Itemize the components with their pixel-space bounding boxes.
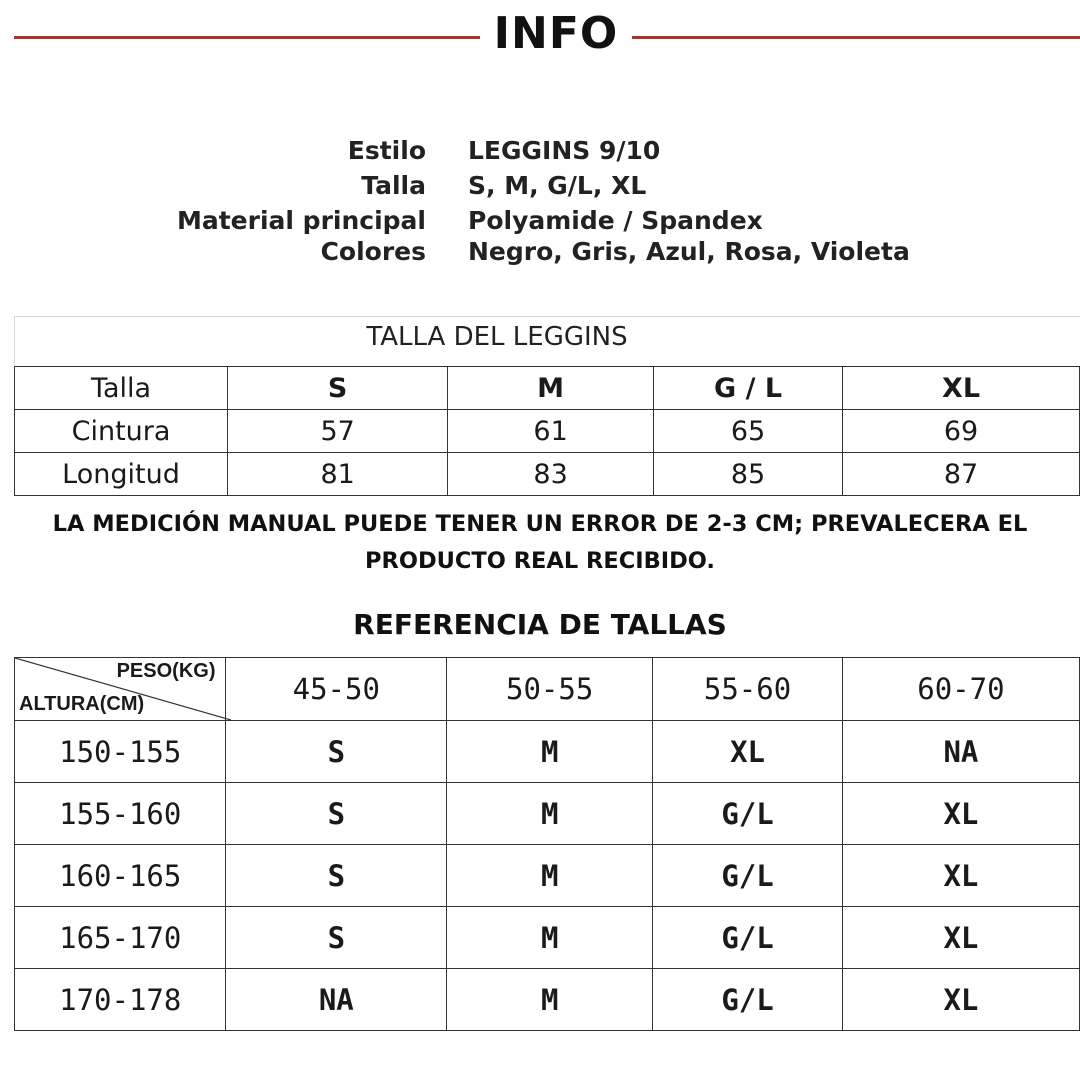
spec-label: Estilo (347, 136, 426, 165)
table-cell: G/L (653, 845, 843, 907)
table-cell: NA (226, 969, 447, 1031)
weight-axis-label: PESO(KG) (116, 660, 216, 682)
table-cell: XL (653, 721, 843, 783)
spec-value: Negro, Gris, Azul, Rosa, Violeta (468, 237, 910, 266)
table-cell: G/L (653, 783, 843, 845)
table-cell: 69 (843, 410, 1080, 453)
spec-value: S, M, G/L, XL (468, 171, 647, 200)
spec-label: Talla (361, 171, 426, 200)
table-row (15, 969, 1080, 1031)
spec-label: Colores (320, 237, 426, 266)
table-row (15, 453, 1080, 496)
table-cell: Cintura (15, 410, 228, 453)
table-cell: XL (842, 845, 1079, 907)
table-cell: XL (842, 969, 1079, 1031)
height-range-cell: 155-160 (15, 783, 226, 845)
corner-header-cell (15, 658, 226, 721)
height-range-cell: 165-170 (15, 907, 226, 969)
table-cell: Talla (15, 367, 228, 410)
table-cell: S (226, 783, 447, 845)
weight-column-header: 50-55 (447, 658, 653, 721)
spec-row-colors (0, 237, 1080, 272)
table-cell: S (226, 907, 447, 969)
height-axis-label: ALTURA(CM) (19, 693, 145, 715)
size-table-caption: TALLA DEL LEGGINS (366, 322, 628, 352)
table-cell: M (447, 845, 653, 907)
size-table (14, 366, 1080, 496)
table-cell: 57 (228, 410, 448, 453)
spec-row-material (0, 206, 1080, 237)
height-range-cell: 150-155 (15, 721, 226, 783)
table-cell: M (447, 969, 653, 1031)
table-row (15, 783, 1080, 845)
table-row (15, 721, 1080, 783)
table-cell: NA (842, 721, 1079, 783)
page-title: INFO (493, 8, 619, 59)
spec-row-style (0, 136, 1080, 171)
weight-column-header: 55-60 (653, 658, 843, 721)
table-cell: S (226, 845, 447, 907)
size-table-header-row (15, 367, 1080, 410)
table-row (15, 845, 1080, 907)
table-row (15, 410, 1080, 453)
height-range-cell: 170-178 (15, 969, 226, 1031)
weight-column-header: 60-70 (842, 658, 1079, 721)
weight-column-header: 45-50 (226, 658, 447, 721)
table-cell: XL (843, 367, 1080, 410)
header-rule-right (632, 36, 1080, 39)
table-cell: G/L (653, 969, 843, 1031)
table-cell: M (447, 907, 653, 969)
table-cell: 87 (843, 453, 1080, 496)
note-line: PRODUCTO REAL RECIBIDO. (365, 548, 715, 574)
size-reference-table (14, 657, 1080, 1031)
measurement-note (0, 506, 1080, 580)
table-cell: M (447, 783, 653, 845)
height-range-cell: 160-165 (15, 845, 226, 907)
table-cell: XL (842, 783, 1079, 845)
spec-value: LEGGINS 9/10 (468, 136, 661, 165)
note-line: LA MEDICIÓN MANUAL PUEDE TENER UN ERROR DE 2-3 CM; PREVALECERA EL (52, 511, 1028, 537)
spec-row-size (0, 171, 1080, 206)
table-cell: S (226, 721, 447, 783)
reference-header-row (15, 658, 1080, 721)
table-row (15, 907, 1080, 969)
table-cell: 65 (653, 410, 842, 453)
table-cell: 81 (228, 453, 448, 496)
table-cell: M (448, 367, 654, 410)
table-cell: 61 (448, 410, 654, 453)
table-cell: G/L (653, 907, 843, 969)
table-cell: M (447, 721, 653, 783)
spec-value: Polyamide / Spandex (468, 206, 763, 235)
header-rule-left (14, 36, 480, 39)
spec-label: Material principal (176, 206, 426, 235)
table-cell: S (228, 367, 448, 410)
table-cell: Longitud (15, 453, 228, 496)
table-cell: XL (842, 907, 1079, 969)
product-specs (0, 136, 1080, 272)
table-cell: 83 (448, 453, 654, 496)
table-cell: 85 (653, 453, 842, 496)
table-cell: G / L (653, 367, 842, 410)
reference-title: REFERENCIA DE TALLAS (353, 608, 727, 641)
